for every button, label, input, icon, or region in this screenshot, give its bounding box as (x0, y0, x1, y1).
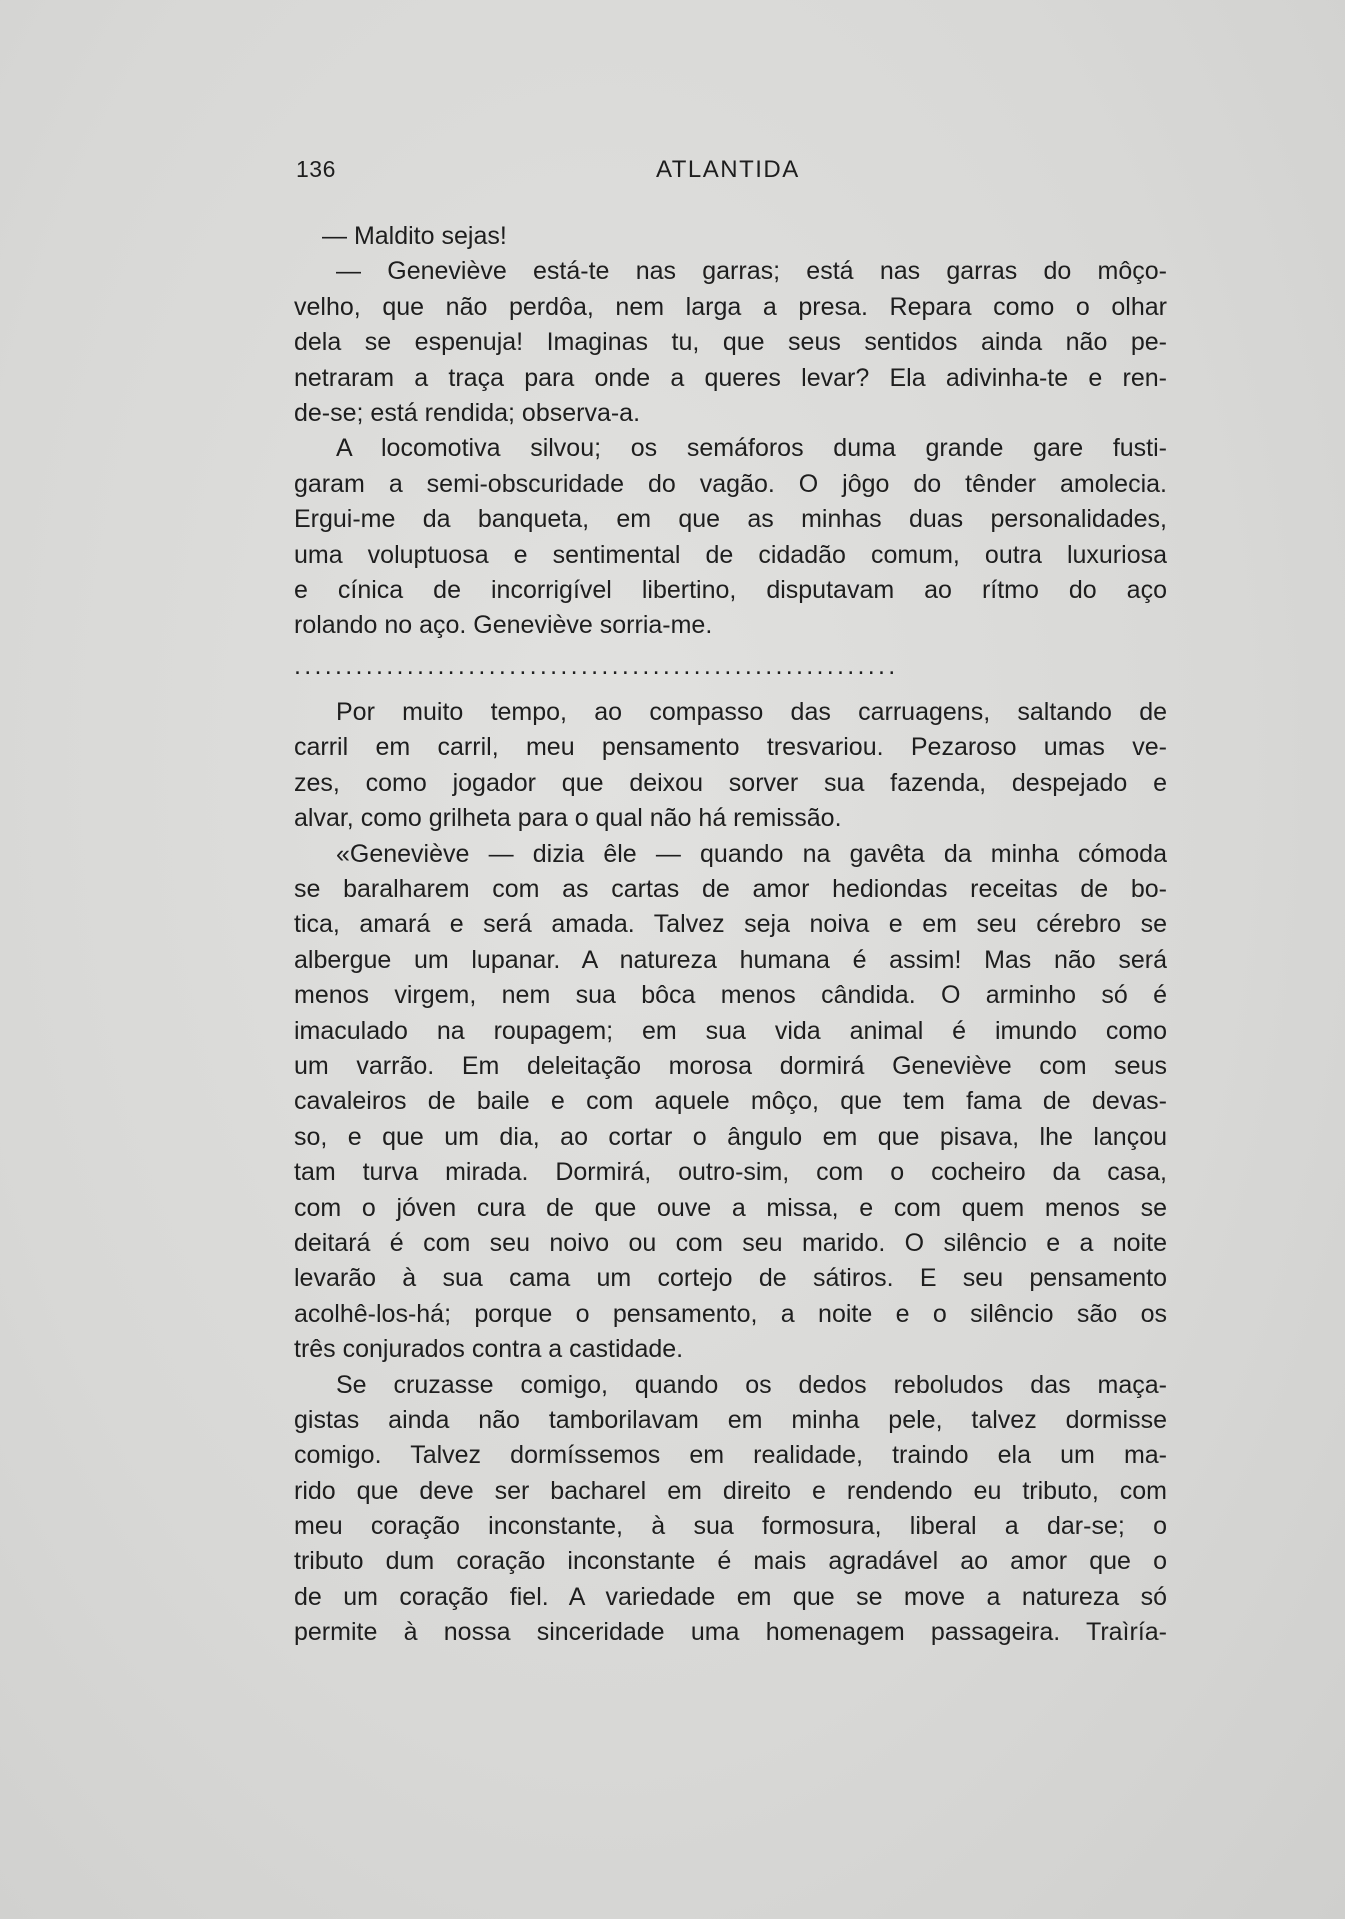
text-line: menos virgem, nem sua bôca menos cândida. O arminho só é (294, 981, 1167, 1010)
text-line: albergue um lupanar. A natureza humana é assim! Mas não será (294, 945, 1167, 974)
text-line: Ergui-me da banqueta, em que as minhas duas personalidades, (294, 505, 1167, 534)
text-line: so, e que um dia, ao cortar o ângulo em que pisava, lhe lançou (294, 1122, 1167, 1151)
text-line: com o jóven cura de que ouve a missa, e com quem menos se (294, 1193, 1167, 1222)
text-line: — Geneviève está-te nas garras; está nas garras do môço- (336, 257, 1167, 286)
text-line: comigo. Talvez dormíssemos em realidade, traindo ela um ma- (294, 1441, 1167, 1470)
text-line: «Geneviève — dizia êle — quando na gavêta da minha cómoda (336, 839, 1167, 868)
text-line: rido que deve ser bacharel em direito e rendendo eu tributo, com (294, 1476, 1167, 1505)
text-line: de um coração fiel. A variedade em que se move a natureza só (294, 1582, 1167, 1611)
running-title: ATLANTIDA (656, 156, 800, 183)
text-line: Por muito tempo, ao compasso das carruagens, saltando de (336, 698, 1167, 727)
text-line: levarão à sua cama um cortejo de sátiros. E seu pensamento (294, 1264, 1167, 1293)
text-line: tributo dum coração inconstante é mais agradável ao amor que o (294, 1547, 1167, 1576)
text-line: tica, amará e será amada. Talvez seja noiva e em seu cérebro se (294, 910, 1167, 939)
text-line: permite à nossa sinceridade uma homenagem passageira. Traìría- (294, 1618, 1167, 1647)
text-line: imaculado na roupagem; em sua vida animal é imundo como (294, 1016, 1167, 1045)
text-line: alvar, como grilheta para o qual não há remissão. (294, 804, 842, 833)
text-line: — Maldito sejas! (322, 222, 507, 250)
text-line: uma voluptuosa e sentimental de cidadão comum, outra luxuriosa (294, 540, 1167, 569)
text-line: dela se espenuja! Imaginas tu, que seus sentidos ainda não pe- (294, 328, 1167, 357)
text-line: meu coração inconstante, à sua formosura, liberal a dar-se; o (294, 1512, 1167, 1541)
text-line: se baralharem com as cartas de amor hediondas receitas de bo- (294, 875, 1167, 904)
text-line: Se cruzasse comigo, quando os dedos reboludos das maça- (336, 1370, 1167, 1399)
page-number: 136 (296, 156, 336, 182)
text-line: carril em carril, meu pensamento tresvariou. Pezaroso umas ve- (294, 733, 1167, 762)
text-line: netraram a traça para onde a queres levar? Ela adivinha-te e ren- (294, 363, 1167, 392)
text-line: tam turva mirada. Dormirá, outro-sim, com o cocheiro da casa, (294, 1158, 1167, 1187)
text-line: de-se; está rendida; observa-a. (294, 398, 641, 427)
section-separator: ........................................................... (294, 651, 899, 680)
text-line: três conjurados contra a castidade. (294, 1335, 684, 1364)
text-line: gistas ainda não tamborilavam em minha pele, talvez dormisse (294, 1405, 1167, 1434)
text-line: zes, como jogador que deixou sorver sua fazenda, despejado e (294, 768, 1167, 797)
text-line: cavaleiros de baile e com aquele môço, que tem fama de devas- (294, 1087, 1167, 1116)
body-text (294, 219, 1167, 1651)
text-line: A locomotiva silvou; os semáforos duma grande gare fusti- (336, 434, 1167, 463)
text-line: velho, que não perdôa, nem larga a presa. Repara como o olhar (294, 292, 1167, 321)
page-header (296, 156, 1166, 192)
text-line: acolhê-los-há; porque o pensamento, a noite e o silêncio são os (294, 1299, 1167, 1328)
text-line: e cínica de incorrigível libertino, disputavam ao rítmo do aço (294, 575, 1167, 604)
text-line: um varrão. Em deleitação morosa dormirá Geneviève com seus (294, 1051, 1167, 1080)
text-line: deitará é com seu noivo ou com seu marido. O silêncio e a noite (294, 1228, 1167, 1257)
text-line: garam a semi-obscuridade do vagão. O jôgo do tênder amolecia. (294, 469, 1167, 498)
text-line: rolando no aço. Geneviève sorria-me. (294, 611, 713, 640)
